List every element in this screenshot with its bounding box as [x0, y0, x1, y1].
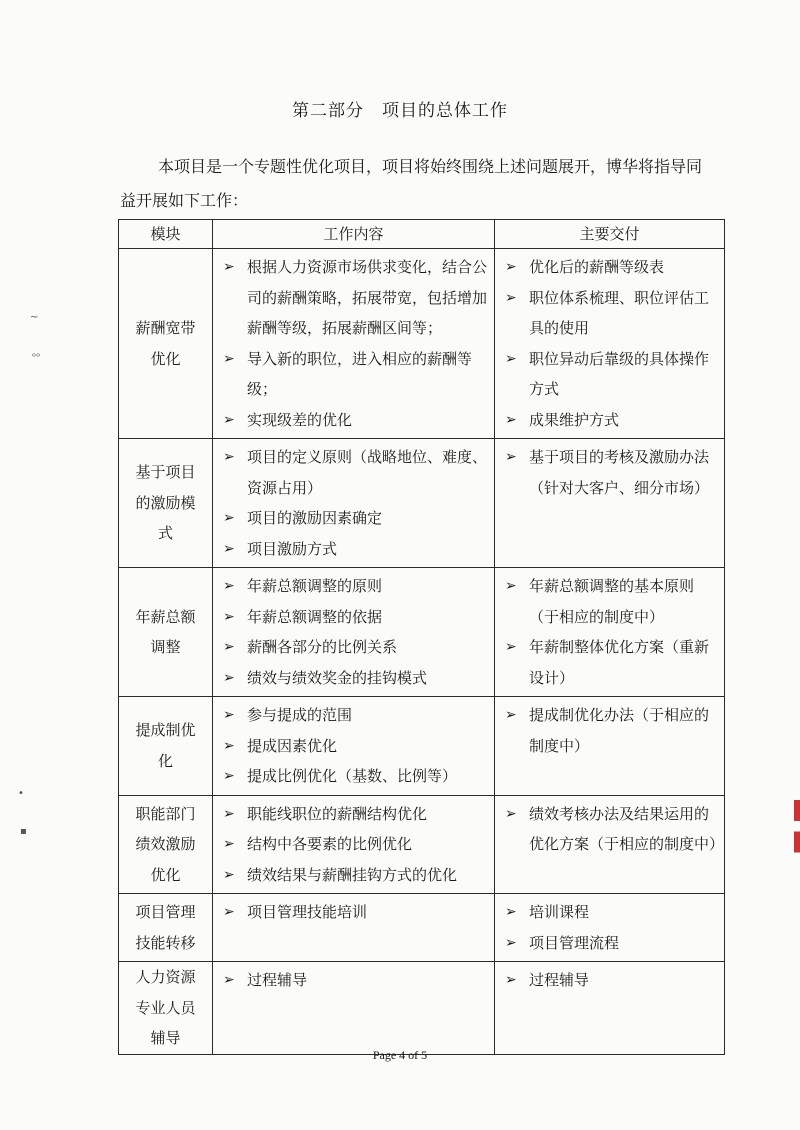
content-cell	[213, 962, 495, 1055]
arrow-bullet-icon: ➢	[223, 540, 235, 557]
deliverable-cell-list	[501, 799, 725, 860]
list-item	[219, 829, 488, 860]
arrow-bullet-icon: ➢	[223, 669, 235, 686]
arrow-bullet-icon: ➢	[223, 836, 235, 852]
list-item-text: 年薪总额调整的原则	[247, 577, 383, 595]
list-item	[501, 344, 718, 405]
list-item	[219, 700, 488, 731]
deliverable-cell	[495, 795, 725, 894]
list-item	[501, 283, 718, 344]
list-item-text: 职位体系梳理、职位评估工具的使用	[529, 288, 710, 337]
content-cell	[213, 795, 495, 894]
list-item-text: 导入新的职位，进入相应的薪酬等级；	[247, 349, 473, 398]
list-item-text: 过程辅导	[247, 971, 308, 989]
list-item-text: 薪酬各部分的比例关系	[247, 638, 398, 656]
arrow-bullet-icon: ➢	[223, 259, 235, 275]
arrow-bullet-icon: ➢	[505, 934, 517, 951]
list-item	[501, 965, 718, 996]
content-cell	[213, 249, 495, 439]
arrow-bullet-icon: ➢	[223, 639, 235, 655]
list-item-text: 职能线职位的薪酬结构优化	[247, 804, 428, 823]
list-item	[219, 252, 488, 344]
list-item-text: 根据人力资源市场供求变化，结合公司的薪酬策略，拓展带宽，包括增加薪酬等级，拓展薪酬区间等；	[247, 258, 488, 337]
arrow-bullet-icon: ➢	[505, 259, 517, 275]
list-item-text: 项目管理流程	[529, 933, 620, 952]
deliverable-cell	[495, 962, 725, 1055]
deliverable-cell	[495, 568, 725, 697]
arrow-bullet-icon: ➢	[505, 707, 517, 723]
deliverable-cell-list	[501, 442, 718, 503]
list-item	[501, 571, 718, 632]
deliverable-cell-list	[501, 965, 718, 996]
list-item	[501, 928, 718, 959]
list-item	[219, 602, 488, 633]
column-header-deliverable: 主要交付	[495, 220, 725, 249]
content-cell-list	[219, 965, 488, 996]
arrow-bullet-icon: ➢	[505, 578, 517, 594]
content-cell-list	[219, 897, 488, 928]
list-item-text: 项目的定义原则（战略地位、难度、资源占用）	[247, 448, 488, 497]
list-item-text: 年薪总额调整的依据	[247, 607, 383, 626]
list-item	[501, 405, 718, 436]
arrow-bullet-icon: ➢	[223, 737, 235, 754]
module-cell: 基于项目的激励模式	[119, 439, 213, 568]
content-cell	[213, 697, 495, 796]
list-item-text: 优化后的薪酬等级表	[529, 258, 665, 276]
list-item-text: 基于项目的考核及激励办法（针对大客户、细分市场）	[529, 448, 710, 497]
list-item	[501, 799, 725, 860]
table-body	[119, 249, 725, 1055]
arrow-bullet-icon: ➢	[223, 411, 235, 428]
section-heading: 第二部分 项目的总体工作	[292, 101, 508, 121]
list-item	[219, 571, 488, 602]
scan-speck: ▪	[20, 826, 27, 837]
table-row	[119, 962, 725, 1055]
list-item-text: 培训课程	[529, 903, 590, 921]
list-item-text: 项目激励方式	[247, 539, 338, 558]
module-cell: 职能部门绩效激励优化	[119, 795, 213, 894]
arrow-bullet-icon: ➢	[223, 449, 235, 465]
list-item-text: 参与提成的范围	[247, 706, 353, 724]
arrow-bullet-icon: ➢	[505, 805, 517, 822]
list-item-text: 年薪总额调整的基本原则（于相应的制度中）	[529, 577, 695, 626]
arrow-bullet-icon: ➢	[223, 768, 235, 784]
content-cell-list	[219, 700, 488, 792]
list-item	[501, 252, 718, 283]
list-item-text: 过程辅导	[529, 971, 590, 989]
arrow-bullet-icon: ➢	[505, 972, 517, 988]
module-cell: 薪酬宽带优化	[119, 249, 213, 439]
content-cell-list	[219, 571, 488, 693]
deliverable-cell-list	[501, 252, 718, 435]
list-item-text: 实现级差的优化	[247, 410, 353, 429]
list-item	[219, 534, 488, 565]
list-item-text: 结构中各要素的比例优化	[247, 835, 413, 853]
list-item-text: 绩效考核办法及结果运用的优化方案（于相应的制度中）	[529, 804, 725, 853]
content-cell	[213, 568, 495, 697]
deliverable-cell	[495, 249, 725, 439]
arrow-bullet-icon: ➢	[223, 866, 235, 883]
arrow-bullet-icon: ➢	[223, 707, 235, 723]
content-cell-list	[219, 799, 488, 891]
list-item	[219, 632, 488, 663]
module-cell: 年薪总额调整	[119, 568, 213, 697]
page-footer: Page 4 of 5	[372, 1048, 428, 1062]
arrow-bullet-icon: ➢	[223, 972, 235, 988]
arrow-bullet-icon: ➢	[223, 904, 235, 920]
list-item	[501, 442, 718, 503]
table-header-row	[119, 220, 725, 249]
deliverable-cell	[495, 894, 725, 962]
list-item	[219, 799, 488, 830]
list-item-text: 绩效与绩效奖金的挂钩模式	[247, 668, 428, 687]
list-item	[219, 761, 488, 792]
list-item-text: 成果维护方式	[529, 410, 620, 429]
table-row	[119, 439, 725, 568]
content-cell-list	[219, 252, 488, 435]
content-cell	[213, 439, 495, 568]
list-item-text: 项目的激励因素确定	[247, 509, 383, 527]
arrow-bullet-icon: ➢	[223, 578, 235, 594]
list-item	[219, 663, 488, 694]
arrow-bullet-icon: ➢	[505, 411, 517, 428]
column-header-content: 工作内容	[213, 220, 495, 249]
arrow-bullet-icon: ➢	[223, 510, 235, 526]
deliverable-cell-list	[501, 571, 718, 693]
arrow-bullet-icon: ➢	[505, 904, 517, 920]
list-item	[219, 860, 488, 891]
deliverable-cell-list	[501, 897, 718, 958]
work-table	[118, 219, 725, 1055]
arrow-bullet-icon: ➢	[223, 350, 235, 367]
deliverable-cell-list	[501, 700, 718, 761]
module-cell: 人力资源专业人员辅导	[119, 962, 213, 1055]
list-item-text: 提成制优化办法（于相应的制度中）	[529, 706, 710, 755]
list-item	[501, 700, 718, 761]
arrow-bullet-icon: ➢	[505, 449, 517, 465]
scan-speck: •	[18, 788, 24, 799]
list-item	[219, 897, 488, 928]
scan-speck: ~	[30, 312, 39, 323]
table-row	[119, 249, 725, 439]
arrow-bullet-icon: ➢	[223, 608, 235, 625]
list-item	[219, 442, 488, 503]
list-item-text: 项目管理技能培训	[247, 903, 368, 921]
column-header-module: 模块	[119, 220, 213, 249]
list-item	[219, 503, 488, 534]
arrow-bullet-icon: ➢	[505, 289, 517, 306]
scan-edge-mark	[794, 800, 800, 870]
arrow-bullet-icon: ➢	[505, 350, 517, 367]
content-cell-list	[219, 442, 488, 564]
list-item	[219, 344, 488, 405]
list-item	[501, 897, 718, 928]
list-item	[219, 965, 488, 996]
list-item-text: 年薪制整体优化方案（重新设计）	[529, 638, 710, 687]
table-row	[119, 697, 725, 796]
intro-paragraph: 本项目是一个专题性优化项目，项目将始终围绕上述问题展开，博华将指导同益开展如下工作：	[120, 157, 703, 210]
module-cell: 提成制优化	[119, 697, 213, 796]
scan-speck: ᵒᵒ	[32, 352, 41, 363]
list-item	[219, 405, 488, 436]
table-row	[119, 795, 725, 894]
list-item-text: 提成比例优化（基数、比例等）	[247, 767, 458, 785]
arrow-bullet-icon: ➢	[505, 639, 517, 655]
list-item	[219, 731, 488, 762]
list-item-text: 职位异动后靠级的具体操作方式	[529, 349, 710, 398]
table-row	[119, 568, 725, 697]
table-row	[119, 894, 725, 962]
content-cell	[213, 894, 495, 962]
module-cell: 项目管理技能转移	[119, 894, 213, 962]
list-item-text: 绩效结果与薪酬挂钩方式的优化	[247, 865, 458, 884]
deliverable-cell	[495, 697, 725, 796]
list-item-text: 提成因素优化	[247, 736, 338, 755]
list-item	[501, 632, 718, 693]
deliverable-cell	[495, 439, 725, 568]
arrow-bullet-icon: ➢	[223, 805, 235, 822]
